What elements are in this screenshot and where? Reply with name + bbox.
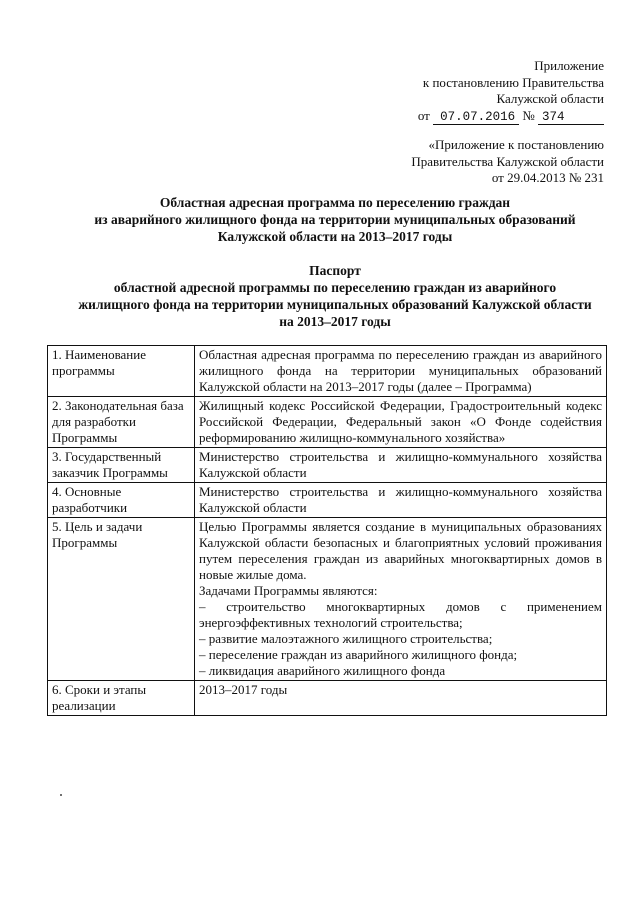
program-title bbox=[40, 194, 630, 245]
number-prefix: № bbox=[522, 107, 535, 123]
passport-title-line-4: на 2013–2017 годы bbox=[279, 314, 391, 329]
original-appendix-line-1: «Приложение к постановлению bbox=[428, 137, 604, 152]
row-label: 5. Цель и задачи Программы bbox=[48, 518, 195, 681]
tasks-heading: Задачами Программы являются: bbox=[199, 583, 378, 598]
appendix-line-3: Калужской области bbox=[496, 91, 604, 106]
table-row bbox=[48, 681, 607, 716]
row-label: 3. Государственный заказчик Программы bbox=[48, 448, 195, 483]
row-label: 1. Наименование программы bbox=[48, 346, 195, 397]
appendix-line-1: Приложение bbox=[534, 58, 604, 73]
row-value: Министерство строительства и жилищно-коммунального хозяйства Калужской области bbox=[195, 448, 607, 483]
scan-speck bbox=[60, 794, 62, 796]
original-appendix-line-3: от 29.04.2013 № 231 bbox=[491, 170, 604, 185]
row-value bbox=[195, 518, 607, 681]
task-item: – развитие малоэтажного жилищного строительства; bbox=[199, 631, 493, 646]
row-value: Жилищный кодекс Российской Федерации, Градостроительный кодекс Российской Федерации, Федеральный закон «О Фонде содействия реформированию жилищно-коммунального хозяйства» bbox=[195, 397, 607, 448]
passport-title-line-3: жилищного фонда на территории муниципальных образований Калужской области bbox=[78, 297, 592, 312]
program-goal: Целью Программы является создание в муниципальных образованиях Калужской области безопасных и благоприятных условий проживания путем переселения граждан из аварийных многоквартирных домов в новые жилые дома. bbox=[199, 519, 602, 582]
passport-title bbox=[40, 262, 630, 330]
row-value: Министерство строительства и жилищно-коммунального хозяйства Калужской области bbox=[195, 483, 607, 518]
original-appendix-line-2: Правительства Калужской области bbox=[411, 153, 604, 169]
date-prefix: от bbox=[417, 107, 430, 123]
appendix-line-2: к постановлению Правительства bbox=[422, 74, 604, 90]
table-row bbox=[48, 397, 607, 448]
table-row bbox=[48, 518, 607, 681]
table-row bbox=[48, 346, 607, 397]
row-label: 2. Законодательная база для разработки Программы bbox=[48, 397, 195, 448]
program-title-line-1: Областная адресная программа по переселению граждан bbox=[159, 195, 511, 210]
passport-table bbox=[47, 345, 607, 716]
program-title-line-3: Калужской области на 2013–2017 годы bbox=[217, 229, 453, 244]
date-value: 07.07.2016 bbox=[433, 110, 519, 125]
row-label: 6. Сроки и этапы реализации bbox=[48, 681, 195, 716]
row-value: Областная адресная программа по переселению граждан из аварийного жилищного фонда на территории муниципальных образований Калужской области на 2013–2017 годы (далее – Программа) bbox=[195, 346, 607, 397]
appendix-block bbox=[418, 58, 604, 125]
row-label: 4. Основные разработчики bbox=[48, 483, 195, 518]
appendix-date-number bbox=[418, 108, 604, 125]
number-value: 374 bbox=[538, 110, 604, 125]
task-item: – переселение граждан из аварийного жилищного фонда; bbox=[199, 647, 518, 662]
passport-heading: Паспорт bbox=[309, 263, 361, 278]
task-item: – ликвидация аварийного жилищного фонда bbox=[199, 663, 446, 678]
program-title-line-2: из аварийного жилищного фонда на территории муниципальных образований bbox=[94, 212, 576, 227]
original-appendix-block bbox=[411, 137, 604, 187]
table-row bbox=[48, 483, 607, 518]
row-value: 2013–2017 годы bbox=[195, 681, 607, 716]
table-row bbox=[48, 448, 607, 483]
passport-title-line-2: областной адресной программы по переселению граждан из аварийного bbox=[113, 280, 557, 295]
task-item: – строительство многоквартирных домов с применением энергоэффективных технологий строительства; bbox=[199, 599, 602, 630]
